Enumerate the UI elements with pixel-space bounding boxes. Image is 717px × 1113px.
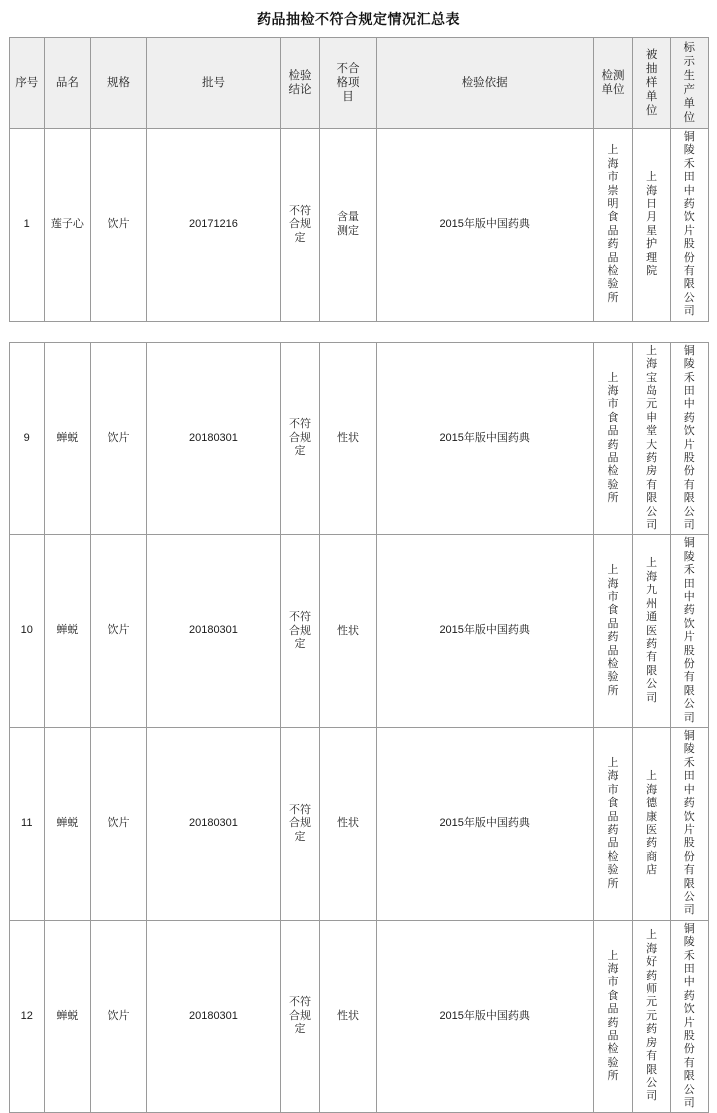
- cell-name: 蝉蜕: [44, 342, 90, 535]
- cell-spec: 饮片: [90, 920, 146, 1113]
- cell-sample-org: 上海九州通医药有限公司: [633, 535, 671, 728]
- cell-item: 性状: [320, 342, 376, 535]
- cell-item: 性状: [320, 728, 376, 921]
- table-row: [9, 129, 708, 322]
- cell-spec: 饮片: [90, 535, 146, 728]
- cell-name: 蝉蜕: [44, 535, 90, 728]
- table-header-row: [9, 38, 708, 129]
- table-header: [9, 38, 708, 129]
- cell-sample-org: 上海日月星护理院: [633, 129, 671, 322]
- cell-spec: 饮片: [90, 129, 146, 322]
- cell-name: 蝉蜕: [44, 728, 90, 921]
- cell-batch: 20180301: [147, 920, 281, 1113]
- cell-basis: 2015年版中国药典: [376, 129, 593, 322]
- cell-seq: 12: [9, 920, 44, 1113]
- cell-test-org: 上海市食品药品检验所: [593, 920, 633, 1113]
- cell-maker: 铜陵禾田中药饮片股份有限公司: [670, 920, 708, 1113]
- cell-conclusion: 不符合规定: [280, 129, 320, 322]
- cell-batch: 20180301: [147, 342, 281, 535]
- col-header-conclusion: 检验结论: [280, 38, 320, 129]
- cell-spec: 饮片: [90, 342, 146, 535]
- cell-conclusion: 不符合规定: [280, 535, 320, 728]
- cell-item: 含量测定: [320, 129, 376, 322]
- cell-item: 性状: [320, 535, 376, 728]
- cell-seq: 9: [9, 342, 44, 535]
- page-title: 药品抽检不符合规定情况汇总表: [257, 11, 460, 27]
- cell-basis: 2015年版中国药典: [376, 535, 593, 728]
- col-header-spec: 规格: [90, 38, 146, 129]
- cell-maker: 铜陵禾田中药饮片股份有限公司: [670, 728, 708, 921]
- table-row: [9, 728, 708, 921]
- table-row: [9, 342, 708, 535]
- cell-name: 蝉蜕: [44, 920, 90, 1113]
- cell-test-org: 上海市崇明食品药品检验所: [593, 129, 633, 322]
- cell-conclusion: 不符合规定: [280, 728, 320, 921]
- table-row: [9, 535, 708, 728]
- table-body: [9, 129, 708, 1113]
- cell-maker: 铜陵禾田中药饮片股份有限公司: [670, 129, 708, 322]
- col-header-item: 不合格项目: [320, 38, 376, 129]
- cell-test-org: 上海市食品药品检验所: [593, 535, 633, 728]
- cell-sample-org: 上海好药师元元药房有限公司: [633, 920, 671, 1113]
- col-header-seq: 序号: [9, 38, 44, 129]
- cell-batch: 20171216: [147, 129, 281, 322]
- cell-name: 莲子心: [44, 129, 90, 322]
- cell-basis: 2015年版中国药典: [376, 728, 593, 921]
- cell-sample-org: 上海德康医药商店: [633, 728, 671, 921]
- cell-maker: 铜陵禾田中药饮片股份有限公司: [670, 535, 708, 728]
- table-section-gap: [9, 321, 708, 342]
- cell-maker: 铜陵禾田中药饮片股份有限公司: [670, 342, 708, 535]
- cell-test-org: 上海市食品药品检验所: [593, 728, 633, 921]
- cell-test-org: 上海市食品药品检验所: [593, 342, 633, 535]
- cell-batch: 20180301: [147, 728, 281, 921]
- cell-sample-org: 上海宝岛元申堂大药房有限公司: [633, 342, 671, 535]
- cell-conclusion: 不符合规定: [280, 342, 320, 535]
- col-header-maker: 标示生产单位: [670, 38, 708, 129]
- cell-basis: 2015年版中国药典: [376, 920, 593, 1113]
- cell-seq: 10: [9, 535, 44, 728]
- cell-spec: 饮片: [90, 728, 146, 921]
- col-header-test-org: 检测单位: [593, 38, 633, 129]
- inspection-summary-table: [9, 37, 709, 1113]
- col-header-batch: 批号: [147, 38, 281, 129]
- table-row: [9, 920, 708, 1113]
- cell-seq: 1: [9, 129, 44, 322]
- cell-item: 性状: [320, 920, 376, 1113]
- cell-conclusion: 不符合规定: [280, 920, 320, 1113]
- cell-basis: 2015年版中国药典: [376, 342, 593, 535]
- cell-seq: 11: [9, 728, 44, 921]
- cell-batch: 20180301: [147, 535, 281, 728]
- col-header-basis: 检验依据: [376, 38, 593, 129]
- col-header-name: 品名: [44, 38, 90, 129]
- col-header-sample-org: 被抽样单位: [633, 38, 671, 129]
